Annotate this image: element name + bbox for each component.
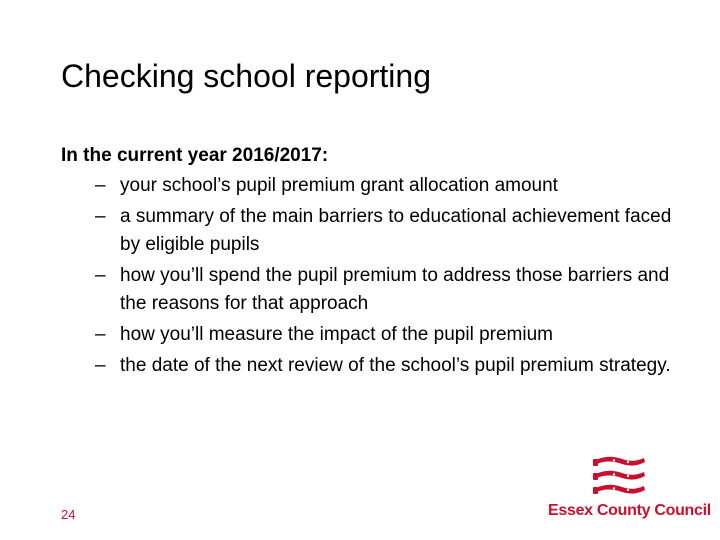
bullet-dash: –: [95, 324, 106, 345]
bullet-dash: –: [95, 175, 106, 196]
page-number: 24: [61, 507, 76, 522]
slide-title: Checking school reporting: [61, 58, 431, 94]
bullet-text: how you’ll spend the pupil premium to address those barriers and the reasons for that approach: [120, 265, 670, 314]
intro-heading: In the current year 2016/2017:: [61, 145, 329, 166]
bullet-text: your school’s pupil premium grant allocation amount: [120, 175, 558, 196]
bullet-text: how you’ll measure the impact of the pupil premium: [120, 324, 553, 345]
bullet-item: [61, 321, 691, 349]
bullet-text: a summary of the main barriers to educational achievement faced by eligible pupils: [120, 206, 672, 255]
bullet-item: [61, 203, 691, 259]
bullet-dash: –: [95, 206, 106, 227]
essex-seaxes-icon: [592, 452, 648, 498]
bullet-dash: –: [95, 355, 106, 376]
logo-text: Essex County Council: [548, 502, 711, 519]
bullet-dash: –: [95, 265, 106, 286]
slide-content: [61, 142, 691, 383]
bullet-list: [61, 172, 691, 380]
bullet-item: [61, 172, 691, 200]
bullet-item: [61, 352, 691, 380]
bullet-text: the date of the next review of the school’s pupil premium strategy.: [120, 355, 671, 376]
bullet-item: [61, 262, 691, 318]
essex-county-council-logo: [548, 452, 711, 524]
